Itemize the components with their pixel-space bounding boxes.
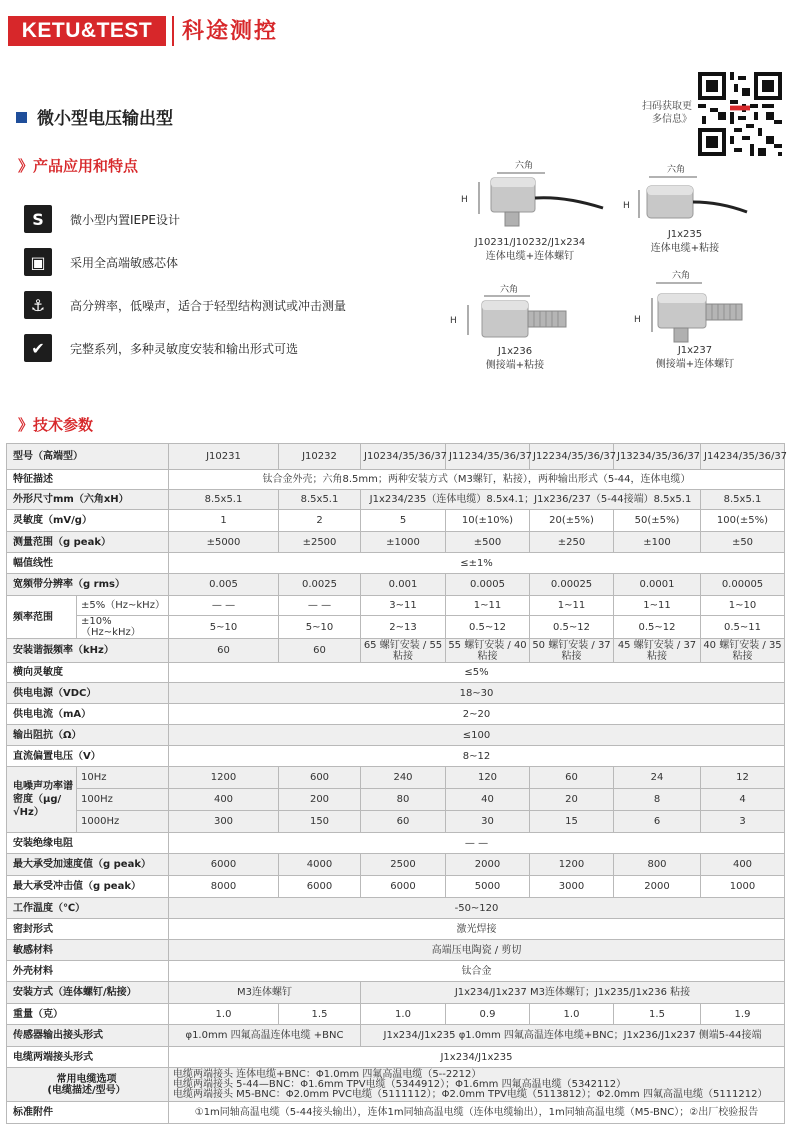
freq10-cell: 0.5~11: [701, 616, 785, 639]
feature-item: [24, 205, 180, 233]
maxacc-cell: 2500: [361, 854, 446, 876]
hex-label: 六角: [672, 271, 691, 281]
model-cell: J10231: [169, 444, 279, 470]
product-title: [16, 104, 173, 129]
product-j1x234: [455, 158, 605, 264]
noise-cell: 20: [530, 789, 614, 811]
model-cell: J14234/35/36/37: [701, 444, 785, 470]
range-label: 测量范围（g peak）: [7, 532, 169, 553]
noise-cell: 24: [614, 767, 701, 789]
feature-item: [24, 334, 298, 362]
resf-cell: 40 螺钉安装 / 35 粘接: [701, 639, 785, 663]
product-model: J1x237: [677, 345, 713, 356]
sens-cell: 20(±5%): [530, 510, 614, 532]
size-cell: 8.5x5.1: [279, 490, 361, 510]
noise1000-label: 1000Hz: [77, 811, 169, 833]
maxacc-cell: 1200: [530, 854, 614, 876]
table-row: [7, 919, 785, 940]
bias-value: 8~12: [169, 746, 785, 767]
table-row: [7, 1025, 785, 1047]
cable-line: 电缆两端接头 M5-BNC：Φ2.0mm PVC电缆（5111112）；Φ2.0mm TPV电缆（5113812）；Φ2.0mm 四氟高温电缆（5111212）: [173, 1088, 768, 1100]
freq10-cell: 0.5~12: [614, 616, 701, 639]
weight-cell: 1.9: [701, 1004, 785, 1025]
resf-cell: 65 螺钉安装 / 55 粘接: [361, 639, 446, 663]
noise-cell: 300: [169, 811, 279, 833]
table-row: [7, 854, 785, 876]
maxshock-label: 最大承受冲击值（g peak）: [7, 876, 169, 898]
product-desc: 侧接端+连体螺钉: [655, 359, 735, 370]
bias-label: 直流偏置电压（V）: [7, 746, 169, 767]
acc-label: 标准附件: [7, 1102, 169, 1124]
res-cell: 0.0001: [614, 574, 701, 596]
model-cell: J10232: [279, 444, 361, 470]
params-heading: 》技术参数: [18, 416, 94, 434]
noise-cell: 400: [169, 789, 279, 811]
table-row: [7, 811, 785, 833]
res-cell: 0.005: [169, 574, 279, 596]
hex-label: 六角: [667, 165, 686, 175]
freq10-cell: 2~13: [361, 616, 446, 639]
table-row: [7, 574, 785, 596]
sens-cell: 5: [361, 510, 446, 532]
product-j1x236: [440, 283, 590, 373]
model-cell: J11234/35/36/37: [446, 444, 530, 470]
noise10-label: 10Hz: [77, 767, 169, 789]
table-row: [7, 725, 785, 746]
model-cell: J10234/35/36/37: [361, 444, 446, 470]
table-row: [7, 982, 785, 1004]
range-cell: ±100: [614, 532, 701, 553]
table-row: [7, 532, 785, 553]
table-row: [7, 940, 785, 961]
res-cell: 0.0025: [279, 574, 361, 596]
feature-value: 钛合金外壳；六角8.5mm；两种安装方式（M3螺钉，粘接），两种输出形式（5-44，连体电缆）: [169, 470, 785, 490]
maxshock-cell: 6000: [279, 876, 361, 898]
weight-cell: 1.0: [169, 1004, 279, 1025]
feature-text: 采用全高端敏感芯体: [70, 255, 179, 270]
noise-cell: 600: [279, 767, 361, 789]
product-j1x237: [620, 268, 770, 372]
noise-cell: 15: [530, 811, 614, 833]
res-cell: 0.0005: [446, 574, 530, 596]
freq10-cell: 5~10: [169, 616, 279, 639]
table-row: [7, 616, 785, 639]
maxshock-cell: 1000: [701, 876, 785, 898]
table-row: [7, 704, 785, 725]
mount-label: 安装方式（连体螺钉/粘接）: [7, 982, 169, 1004]
noise-cell: 200: [279, 789, 361, 811]
freq10-cell: 0.5~12: [446, 616, 530, 639]
table-row: [7, 746, 785, 767]
maxshock-cell: 5000: [446, 876, 530, 898]
freq-label: 频率范围: [7, 596, 77, 639]
title-square-icon: [16, 112, 27, 123]
trans-value: ≤5%: [169, 663, 785, 683]
feature-item: [24, 291, 346, 319]
cable-line: 电缆两端接头 连体电缆+BNC：Φ1.0mm 四氟高温电缆（5--2212）: [173, 1068, 482, 1080]
table-row: [7, 444, 785, 470]
insul-label: 安装绝缘电阻: [7, 833, 169, 854]
product-model: J10231/J10232/J1x234: [474, 237, 586, 248]
resf-cell: 60: [169, 639, 279, 663]
table-row: [7, 1102, 785, 1124]
maxshock-cell: 8000: [169, 876, 279, 898]
curr-value: 2~20: [169, 704, 785, 725]
weight-cell: 1.5: [614, 1004, 701, 1025]
weight-cell: 1.0: [361, 1004, 446, 1025]
noise-cell: 1200: [169, 767, 279, 789]
table-row: [7, 683, 785, 704]
anchor-icon: ⚓: [24, 291, 52, 319]
trans-label: 横向灵敏度: [7, 663, 169, 683]
noise-cell: 150: [279, 811, 361, 833]
weight-cell: 1.0: [530, 1004, 614, 1025]
model-cell: J12234/35/36/37: [530, 444, 614, 470]
sensor-side-screw-icon: [620, 268, 770, 344]
freq5-cell: 1~11: [446, 596, 530, 616]
maxshock-cell: 3000: [530, 876, 614, 898]
feature-text: 微小型内置IEPE设计: [70, 212, 180, 227]
sens-cell: 10(±10%): [446, 510, 530, 532]
table-row: [7, 596, 785, 616]
feature-text: 高分辨率，低噪声，适合于轻型结构测试或冲击测量: [70, 298, 347, 313]
volt-value: 18~30: [169, 683, 785, 704]
seal-label: 密封形式: [7, 919, 169, 940]
mount-b: J1x234/J1x237 M3连体螺钉；J1x235/J1x236 粘接: [361, 982, 785, 1004]
brand-logo[interactable]: KETU&TEST: [8, 16, 166, 46]
noise-cell: 60: [361, 811, 446, 833]
lin-label: 幅值线性: [7, 553, 169, 574]
noise-cell: 40: [446, 789, 530, 811]
res-label: 宽频带分辨率（g rms）: [7, 574, 169, 596]
noise-cell: 60: [530, 767, 614, 789]
resf-cell: 55 螺钉安装 / 40 粘接: [446, 639, 530, 663]
cable-line: 电缆两端接头 5-44—BNC：Φ1.6mm TPV电缆（5344912）；Φ1.6mm 四氟高温电缆（5342112）: [173, 1078, 627, 1090]
range-cell: ±250: [530, 532, 614, 553]
insul-value: — —: [169, 833, 785, 854]
model-cell: J13234/35/36/37: [614, 444, 701, 470]
res-cell: 0.00025: [530, 574, 614, 596]
table-row: [7, 510, 785, 532]
freq5-label: ±5%（Hz~kHz）: [77, 596, 169, 616]
noise-cell: 80: [361, 789, 446, 811]
h-label: H: [623, 201, 630, 211]
brand-name-cn: 科途测控: [182, 19, 279, 44]
noise-cell: 6: [614, 811, 701, 833]
maxacc-cell: 2000: [446, 854, 530, 876]
resf-cell: 50 螺钉安装 / 37 粘接: [530, 639, 614, 663]
maxacc-cell: 400: [701, 854, 785, 876]
cable-label-line: 常用电缆选项: [56, 1073, 117, 1085]
h-label: H: [450, 316, 457, 326]
size-cell: 8.5x5.1: [701, 490, 785, 510]
sensmat-value: 高端压电陶瓷 / 剪切: [169, 940, 785, 961]
cable-value: [169, 1068, 785, 1102]
cabend-value: J1x234/J1x235: [169, 1047, 785, 1068]
sens-cell: 2: [279, 510, 361, 532]
spec-table: [6, 443, 788, 1124]
freq10-cell: 0.5~12: [530, 616, 614, 639]
res-cell: 0.001: [361, 574, 446, 596]
table-row: [7, 876, 785, 898]
logo-divider: [172, 16, 174, 46]
chip-icon: ▣: [24, 248, 52, 276]
feature-label: 特征描述: [7, 470, 169, 490]
feature-item: [24, 248, 178, 276]
product-desc: 连体电缆+粘接: [650, 243, 720, 254]
noise100-label: 100Hz: [77, 789, 169, 811]
range-cell: ±500: [446, 532, 530, 553]
range-cell: ±50: [701, 532, 785, 553]
table-row: [7, 833, 785, 854]
freq5-cell: — —: [279, 596, 361, 616]
maxacc-cell: 4000: [279, 854, 361, 876]
s-icon: S: [24, 205, 52, 233]
mount-a: M3连体螺钉: [169, 982, 361, 1004]
cabend-label: 电缆两端接头形式: [7, 1047, 169, 1068]
range-cell: ±1000: [361, 532, 446, 553]
noise-cell: 30: [446, 811, 530, 833]
seal-value: 激光焊接: [169, 919, 785, 940]
sensor-side-adhesive-icon: [440, 283, 590, 345]
maxacc-cell: 6000: [169, 854, 279, 876]
noise-cell: 12: [701, 767, 785, 789]
temp-value: -50~120: [169, 898, 785, 919]
h-label: H: [461, 195, 468, 205]
noise-cell: 120: [446, 767, 530, 789]
product-desc: 连体电缆+连体螺钉: [485, 251, 575, 262]
sens-label: 灵敏度（mV/g）: [7, 510, 169, 532]
maxacc-label: 最大承受加速度值（g peak）: [7, 854, 169, 876]
conn-a: φ1.0mm 四氟高温连体电缆 +BNC: [169, 1025, 361, 1047]
model-label: 型号（高端型）: [7, 444, 169, 470]
freq5-cell: — —: [169, 596, 279, 616]
table-row: [7, 1004, 785, 1025]
noise-cell: 4: [701, 789, 785, 811]
resf-label: 安装谐振频率（kHz）: [7, 639, 169, 663]
cable-label: [7, 1068, 169, 1102]
sensor-cable-screw-icon: [455, 158, 605, 236]
shell-label: 外壳材料: [7, 961, 169, 982]
table-row: [7, 1068, 785, 1102]
weight-label: 重量（克）: [7, 1004, 169, 1025]
header: [0, 0, 790, 70]
size-cell: 8.5x5.1: [169, 490, 279, 510]
sensmat-label: 敏感材料: [7, 940, 169, 961]
qr-caption: 扫码获取更多信息》: [642, 101, 692, 125]
imp-label: 输出阻抗（Ω）: [7, 725, 169, 746]
freq5-cell: 1~11: [614, 596, 701, 616]
conn-label: 传感器输出接头形式: [7, 1025, 169, 1047]
table-row: [7, 639, 785, 663]
table-row: [7, 789, 785, 811]
table-row: [7, 961, 785, 982]
size-cell: J1x234/235（连体电缆）8.5x4.1；J1x236/237（5-44接端）8.5x5.1: [361, 490, 701, 510]
table-row: [7, 490, 785, 510]
curr-label: 供电电流（mA）: [7, 704, 169, 725]
imp-value: ≤100: [169, 725, 785, 746]
maxshock-cell: 6000: [361, 876, 446, 898]
product-model: J1x236: [497, 346, 533, 357]
freq10-cell: 5~10: [279, 616, 361, 639]
res-cell: 0.00005: [701, 574, 785, 596]
noise-cell: 240: [361, 767, 446, 789]
table-row: [7, 898, 785, 919]
resf-cell: 45 螺钉安装 / 37 粘接: [614, 639, 701, 663]
shell-value: 钛合金: [169, 961, 785, 982]
table-row: [7, 1047, 785, 1068]
weight-cell: 1.5: [279, 1004, 361, 1025]
noise-cell: 8: [614, 789, 701, 811]
resf-cell: 60: [279, 639, 361, 663]
h-label: H: [634, 315, 641, 325]
feature-text: 完整系列，多种灵敏度安装和输出形式可选: [70, 341, 299, 356]
sens-cell: 100(±5%): [701, 510, 785, 532]
noise-cell: 3: [701, 811, 785, 833]
check-icon: ✔: [24, 334, 52, 362]
cable-label-line: (电缆描述/型号）: [47, 1084, 126, 1096]
acc-value: ①1m同轴高温电缆（5-44接头输出），连体1m同轴高温电缆（连体电缆输出），1m同轴高温电缆（M5-BNC）；②出厂校验报告: [169, 1102, 785, 1124]
product-model: J1x235: [667, 229, 703, 240]
table-row: [7, 767, 785, 789]
freq5-cell: 3~11: [361, 596, 446, 616]
temp-label: 工作温度（℃）: [7, 898, 169, 919]
conn-b: J1x234/J1x235 φ1.0mm 四氟高温连体电缆+BNC；J1x236/J1x237 侧端5-44接端: [361, 1025, 785, 1047]
size-label: 外形尺寸mm（六角xH）: [7, 490, 169, 510]
sens-cell: 50(±5%): [614, 510, 701, 532]
range-cell: ±5000: [169, 532, 279, 553]
sensor-cable-adhesive-icon: [615, 158, 755, 228]
weight-cell: 0.9: [446, 1004, 530, 1025]
freq10-label: ±10%（Hz~kHz）: [77, 616, 169, 639]
hex-label: 六角: [500, 285, 519, 295]
range-cell: ±2500: [279, 532, 361, 553]
product-title-text: 微小型电压输出型: [37, 109, 173, 129]
hex-label: 六角: [515, 161, 534, 171]
product-desc: 侧接端+粘接: [485, 360, 545, 371]
table-row: [7, 470, 785, 490]
lin-value: ≤±1%: [169, 553, 785, 574]
table-row: [7, 663, 785, 683]
noise-label: 电噪声功率谱密度（μg/√Hz）: [7, 767, 77, 833]
product-j1x235: [615, 158, 755, 256]
table-row: [7, 553, 785, 574]
maxacc-cell: 800: [614, 854, 701, 876]
sens-cell: 1: [169, 510, 279, 532]
freq5-cell: 1~11: [530, 596, 614, 616]
features-heading: 》产品应用和特点: [18, 157, 139, 175]
freq5-cell: 1~10: [701, 596, 785, 616]
volt-label: 供电电源（VDC）: [7, 683, 169, 704]
qr-code-icon[interactable]: [698, 72, 782, 156]
maxshock-cell: 2000: [614, 876, 701, 898]
